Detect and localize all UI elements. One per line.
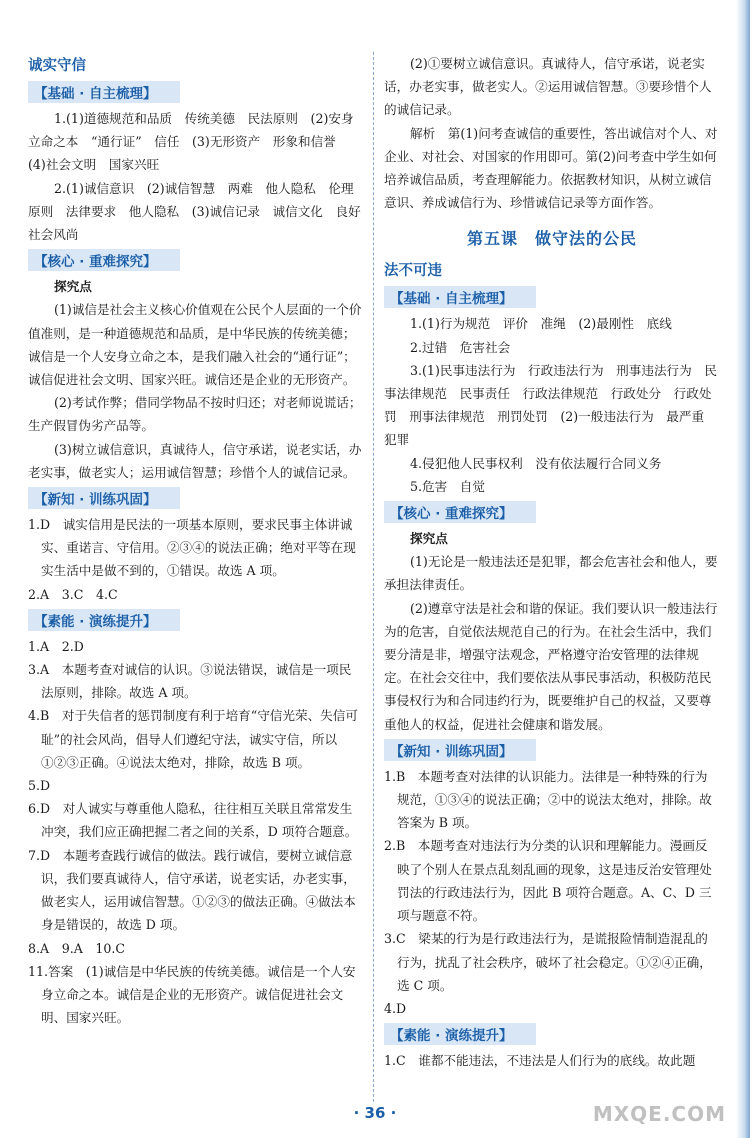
block-label-new: 【新知 · 训练巩固】 — [384, 739, 536, 761]
block-label-core: 【核心 · 重难探究】 — [384, 501, 536, 523]
answer-line: 1.(1)道德规范和品质 传统美德 民法原则 (2)安身立命之本 “通行证” 信任 (3)无形资产 形象和信誉 (4)社会文明 国家兴旺 — [28, 111, 354, 173]
page-number: · 36 · — [353, 1104, 397, 1122]
block-label-skill: 【素能 · 演练提升】 — [28, 609, 180, 631]
section-title: 法不可违 — [384, 263, 442, 280]
answer-line: 2.过错 危害社会 — [410, 339, 511, 355]
section-title: 诚实守信 — [28, 58, 86, 74]
answer-line: 1.C 谁都不能违法，不违法是人们行为的底线。故此题 — [384, 1053, 696, 1069]
answer-line: (1)无论是一般违法还是犯罪，都会危害社会和他人，要承担法律责任。 — [384, 554, 718, 593]
block-label-core: 【核心 · 重难探究】 — [28, 249, 180, 271]
answer-line: 4.D — [384, 1000, 407, 1016]
answer-line: 1.D 诚实信用是民法的一项基本原则，要求民事主体讲诚实、重诺言、守信用。②③④的说法正确；绝对平等在现实生活中是做不到的，①错误。故选 A 项。 — [28, 517, 356, 579]
answer-line: (2)遵章守法是社会和谐的保证。我们要认识一般违法行为的危害，自觉依法规范自己的行为。在社会生活中，我们要分清是非，增强守法观念，严格遵守治安管理的法律规定。在社会交往中，我们要依法从事民事活动，积极防范民事侵权行为和合同违约行为，既要维护自己的权益，又要尊重他人的权益，促进社会健康和谐发展。 — [384, 600, 718, 732]
answer-line: 2.B 本题考查对违法行为分类的认识和理解能力。漫画反映了个别人在景点乱刻乱画的现象，这是违反治安管理处罚法的行政违法行为，因此 B 项符合题意。A、C、D 三项与题意不符。 — [384, 838, 712, 924]
column-divider — [373, 52, 374, 1102]
answer-line: 5.危害 自觉 — [410, 478, 485, 494]
answer-line: 3.A 本题考查对诚信的认识。③说法错误，诚信是一项民法原则，排除。故选 A 项。 — [28, 662, 352, 701]
answer-line: (2)①要树立诚信意识。真诚待人，信守承诺，说老实话，办老实事，做老实人。②运用诚信智慧。③要珍惜个人的诚信记录。 — [384, 56, 712, 118]
right-column — [384, 52, 720, 1072]
analysis-line: 解析 第(1)问考查诚信的重要性，答出诚信对个人、对企业、对社会、对国家的作用即可。第(2)问考查中学生如何培养诚信品质，考查理解能力。依据教材知识，从树立诚信意识、养成诚信行为、珍惜诚信记录等方面作答。 — [384, 125, 718, 211]
block-label-basic: 【基础 · 自主梳理】 — [28, 81, 180, 103]
left-column — [28, 52, 363, 1029]
watermark-logo: MXQE.COM — [592, 1102, 726, 1126]
answer-line: (3)树立诚信意识，真诚待人，信守承诺，说老实话，办老实事，做老实人；运用诚信智慧；珍惜个人的诚信记录。 — [28, 441, 362, 480]
answer-line: 4.B 对于失信者的惩罚制度有利于培育“守信光荣、失信可耻”的社会风尚，倡导人们遵纪守法，诚实守信，所以①②③正确。④说法太绝对，排除，故选 B 项。 — [28, 708, 358, 770]
answer-line: 3.C 梁某的行为是行政违法行为，是谎报险情制造混乱的行为，扰乱了社会秩序，破坏了社会稳定。①②④正确，选 C 项。 — [384, 931, 712, 993]
lesson-title: 第五课 做守法的公民 — [466, 229, 637, 249]
answer-line: 8.A 9.A 10.C — [28, 940, 126, 956]
answer-line: 11.答案 (1)诚信是中华民族的传统美德。诚信是一个人安身立命之本。诚信是企业的无形资产。诚信促进社会文明、国家兴旺。 — [28, 963, 356, 1026]
subheading: 探究点 — [410, 531, 448, 547]
answer-line: (2)考试作弊；借同学物品不按时归还；对老师说谎话；生产假冒伪劣产品等。 — [28, 395, 362, 434]
answer-line: 1.B 本题考查对法律的认识能力。法律是一种特殊的行为规范，①③④的说法正确；②中的说法太绝对，排除。故答案为 B 项。 — [384, 768, 712, 831]
answer-line: 6.D 对人诚实与尊重他人隐私，往往相互关联且常常发生冲突，我们应正确把握二者之间的关系，D 项符合题意。 — [28, 801, 358, 840]
answer-line: 7.D 本题考查践行诚信的做法。践行诚信，要树立诚信意识，我们要真诚待人，信守承诺，说老实话，办老实事，做老实人，运用诚信智慧。①②③的做法正确。④做法本身是错误的，故选 D 项。 — [28, 847, 356, 933]
answer-line: (1)诚信是社会主义核心价值观在公民个人层面的一个价值准则，是一种道德规范和品质，是中华民族的传统美德；诚信是一个人安身立命之本，是我们融入社会的“通行证”；诚信促进社会文明、国家兴旺。诚信还是企业的无形资产。 — [28, 302, 362, 388]
answer-line: 5.D — [28, 778, 51, 794]
answer-line: 1.A 2.D — [28, 638, 84, 654]
block-label-basic: 【基础 · 自主梳理】 — [384, 286, 536, 308]
block-label-new: 【新知 · 训练巩固】 — [28, 487, 180, 509]
block-label-skill: 【素能 · 演练提升】 — [384, 1023, 536, 1045]
page-edge-shadow — [736, 0, 750, 1138]
answer-line: 4.侵犯他人民事权利 没有依法履行合同义务 — [410, 455, 662, 471]
answer-line: 3.(1)民事违法行为 行政违法行为 刑事违法行为 民事法律规范 民事责任 行政法律规范 行政处分 行政处罚 刑事法律规范 刑罚处罚 (2)一般违法行为 最严重 犯罪 — [384, 362, 717, 448]
answer-line: 1.(1)行为规范 评价 准绳 (2)最刚性 底线 — [410, 316, 672, 332]
answer-line: 2.(1)诚信意识 (2)诚信智慧 两难 他人隐私 伦理原则 法律要求 他人隐私 (3)诚信记录 诚信文化 良好社会风尚 — [28, 180, 361, 243]
answer-line: 2.A 3.C 4.C — [28, 586, 118, 602]
subheading: 探究点 — [54, 279, 92, 295]
